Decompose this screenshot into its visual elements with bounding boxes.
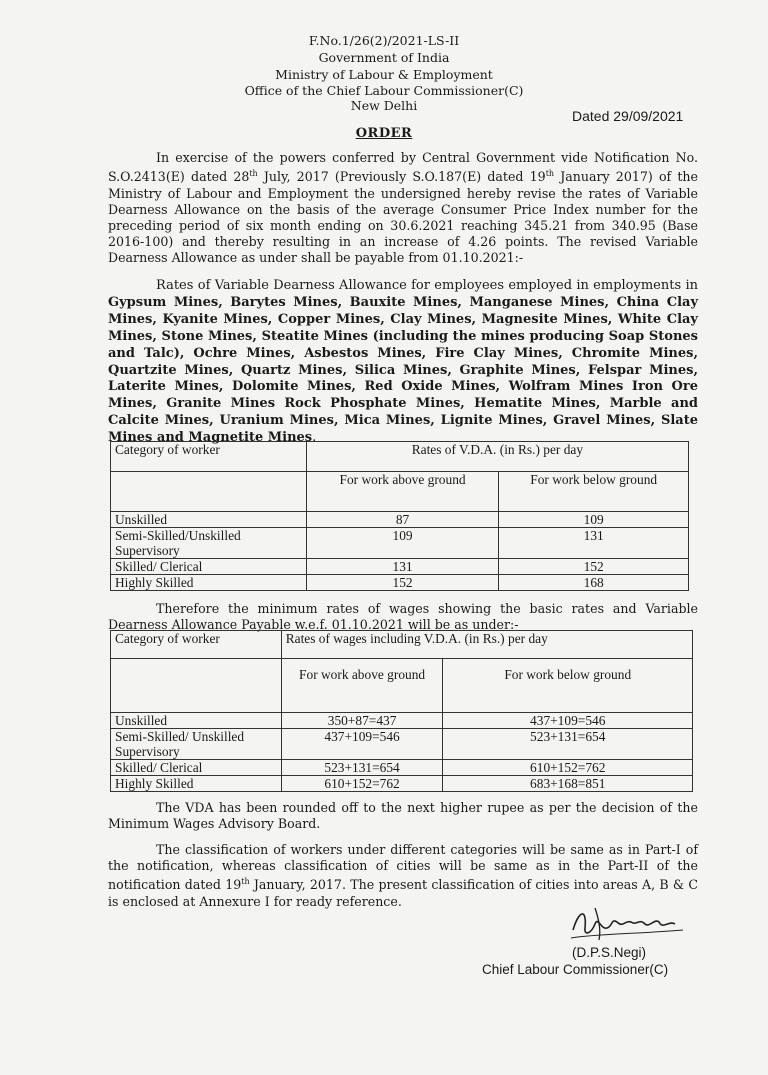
mines-list: Gypsum Mines, Barytes Mines, Bauxite Mines, Manganese Mines, China Clay Mines, Kyanite Mines, Copper Mines, Clay Mines, Magnesite Mines, White Clay Mines, Stone Mines, Steatite Mines (including the mines producing Soap Stones and Talc), Ochre Mines, Asbestos Mines, Fire Clay Mines, Chromite Mines, Quartzite Mines, Quartz Mines, Silica Mines, Graphite Mines, Felspar Mines, Laterite Mines, Dolomite Mines, Red Oxide Mines, Wolfram Mines Iron Ore Mines, Granite Mines Rock Phosphate Mines, Hematite Mines, Marble and Calcite Mines, Uranium Mines, Mica Mines, Lignite Mines, Gravel Mines, Slate Mines and Magnetite Mines	[108, 294, 698, 446]
table-row: Highly Skilled 152 168	[111, 575, 689, 591]
paragraph-classification: The classification of workers under different categories will be same as in Part-I of the notification, whereas classification of cities will be same as in the Part-II of the notification dated 19th January, 2017. The present classification of cities into areas A, B & C is enclosed at Annexure I for ready reference.	[108, 842, 699, 909]
table-header-below: For work below ground	[443, 659, 693, 713]
city-line: New Delhi	[350, 98, 418, 113]
table-header-category: Category of worker	[111, 631, 282, 659]
signature	[565, 900, 695, 944]
government-line: Government of India	[318, 50, 450, 65]
ministry-line: Ministry of Labour & Employment	[275, 67, 493, 82]
table-header-below: For work below ground	[499, 472, 689, 512]
order-date: Dated 29/09/2021	[572, 108, 684, 124]
file-number: F.No.1/26(2)/2021-LS-II	[308, 33, 460, 48]
table-row: Highly Skilled 610+152=762 683+168=851	[111, 776, 693, 792]
table-header-rates: Rates of wages including V.D.A. (in Rs.) per day	[281, 631, 692, 659]
table-row: Skilled/ Clerical 523+131=654 610+152=762	[111, 760, 693, 776]
office-line: Office of the Chief Labour Commissioner(C)	[244, 83, 524, 98]
paragraph-rounding: The VDA has been rounded off to the next higher rupee as per the decision of the Minimum Wages Advisory Board.	[108, 800, 698, 832]
signatory-name: (D.P.S.Negi)	[572, 945, 647, 960]
vda-rates-table	[110, 441, 689, 591]
order-title: ORDER	[355, 126, 413, 141]
table-row: Skilled/ Clerical 131 152	[111, 559, 689, 575]
signatory-title: Chief Labour Commissioner(C)	[482, 962, 669, 977]
table-row: Semi-Skilled/Unskilled Supervisory 109 131	[111, 528, 689, 559]
table-header-rates: Rates of V.D.A. (in Rs.) per day	[306, 442, 688, 472]
table-header-category: Category of worker	[111, 442, 307, 472]
paragraph-minimum-rates: Therefore the minimum rates of wages showing the basic rates and Variable Dearness Allowance Payable w.e.f. 01.10.2021 will be as under:-	[108, 601, 698, 633]
paragraph-notification: In exercise of the powers conferred by Central Government vide Notification No. S.O.2413(E) dated 28th July, 2017 (Previously S.O.187(E) dated 19th January 2017) of the Ministry of Labour and Employment the undersigned hereby revise the rates of Variable Dearness Allowance on the basis of the average Consumer Price Index number for the preceding period of six month ending on 30.6.2021 reaching 345.21 from 340.95 (Base 2016-100) and thereby resulting in an increase of 4.26 points. The revised Variable Dearness Allowance as under shall be payable from 01.10.2021:-	[108, 150, 698, 266]
table-row: Semi-Skilled/ Unskilled Supervisory 437+109=546 523+131=654	[111, 729, 693, 760]
paragraph-mines-list: Rates of Variable Dearness Allowance for employees employed in employments in Gypsum Mines, Barytes Mines, Bauxite Mines, Manganese Mines, China Clay Mines, Kyanite Mines, Copper Mines, Clay Mines, Magnesite Mines, White Clay Mines, Stone Mines, Steatite Mines (including the mines producing Soap Stones and Talc), Ochre Mines, Asbestos Mines, Fire Clay Mines, Chromite Mines, Quartzite Mines, Quartz Mines, Silica Mines, Graphite Mines, Felspar Mines, Laterite Mines, Dolomite Mines, Red Oxide Mines, Wolfram Mines Iron Ore Mines, Granite Mines Rock Phosphate Mines, Hematite Mines, Marble and Calcite Mines, Uranium Mines, Mica Mines, Lignite Mines, Gravel Mines, Slate Mines and Magnetite Mines.	[108, 278, 698, 446]
table-header-above: For work above ground	[281, 659, 443, 713]
wage-rates-table	[110, 630, 693, 792]
table-row: Unskilled 87 109	[111, 512, 689, 528]
table-header-above: For work above ground	[306, 472, 499, 512]
table-row: Unskilled 350+87=437 437+109=546	[111, 713, 693, 729]
